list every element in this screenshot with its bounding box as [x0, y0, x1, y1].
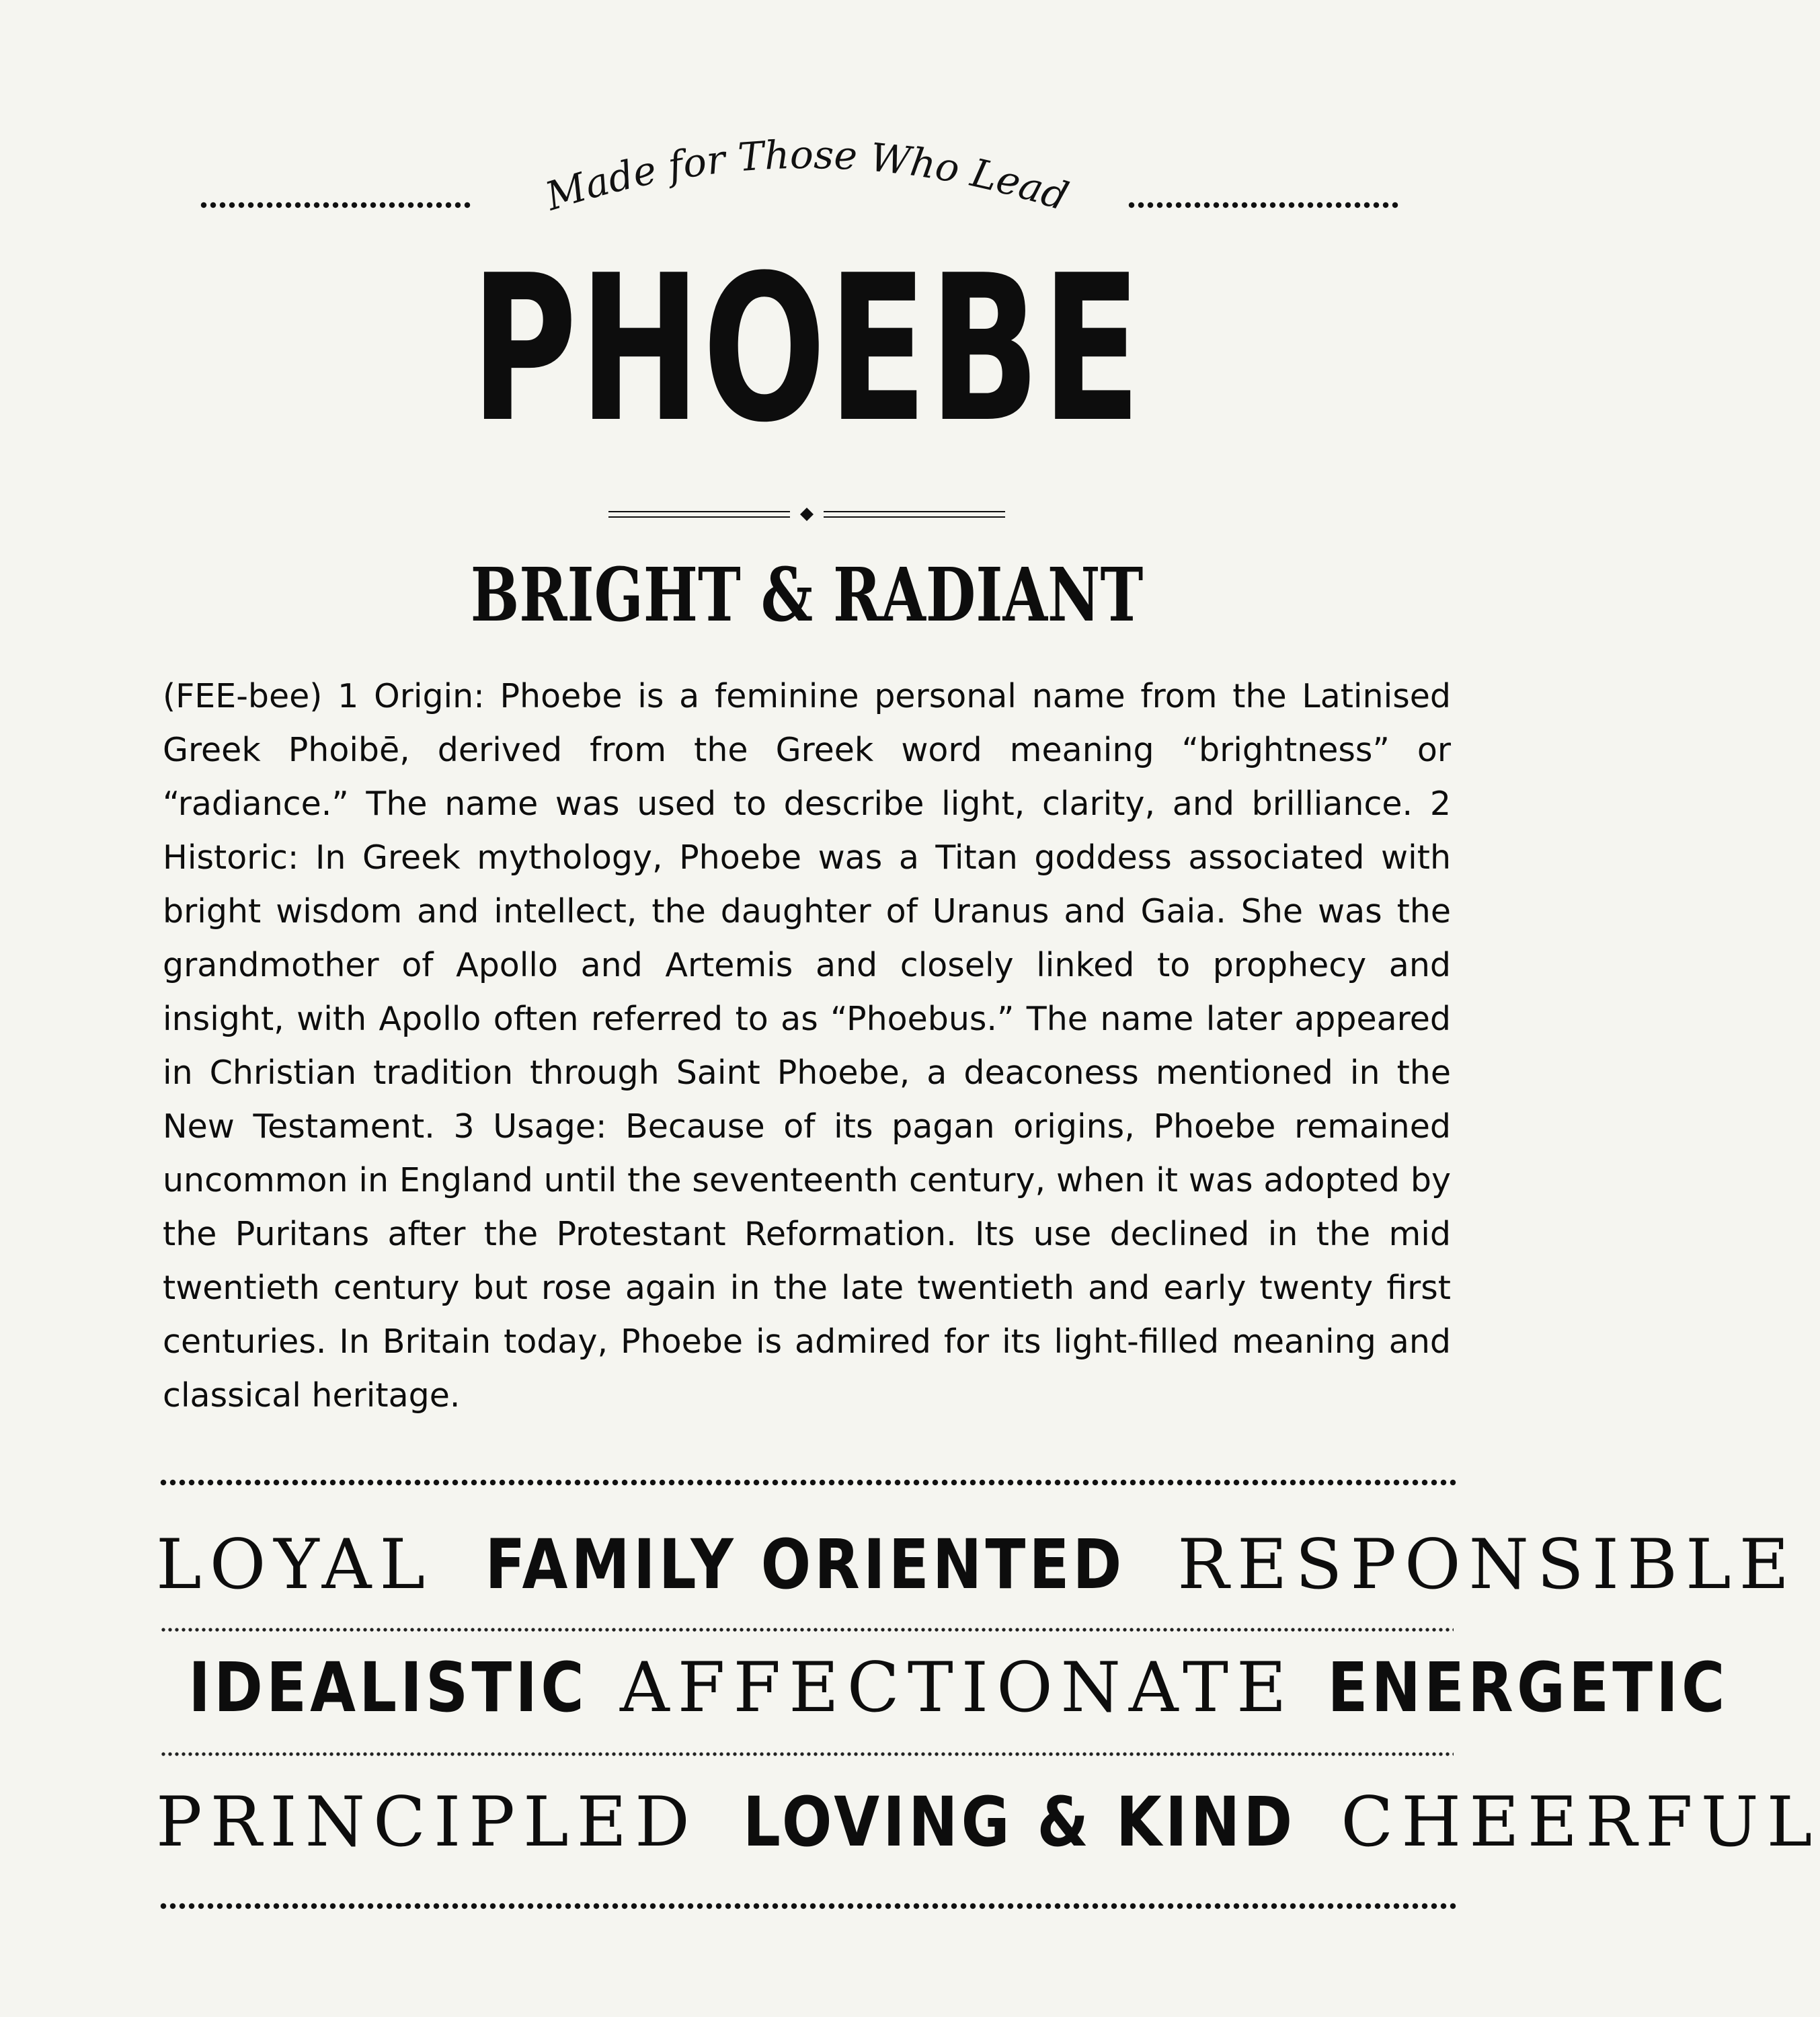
- name-meaning: BRIGHT & RADIANT: [470, 551, 1144, 638]
- trait: RESPONSIBLE: [1177, 1525, 1798, 1605]
- traits-row-3: [156, 1782, 1820, 1863]
- tagline-text: Made for Those Who Lead: [540, 131, 1074, 220]
- trait: FAMILY ORIENTED: [485, 1525, 1125, 1605]
- trait: LOVING & KIND: [742, 1782, 1296, 1862]
- traits-divider-2: [160, 1752, 1454, 1756]
- traits-row-2: [156, 1648, 1729, 1729]
- diamond-icon: [800, 508, 814, 521]
- trait: AFFECTIONATE: [620, 1648, 1295, 1728]
- ornament-divider: [608, 504, 1005, 524]
- traits-row-1: [156, 1525, 1798, 1606]
- traits-divider-1: [160, 1628, 1454, 1632]
- name-title: PHOEBE: [471, 232, 1143, 467]
- name-description: (FEE-bee) 1 Origin: Phoebe is a feminine personal name from the Latinised Greek Phoibē, derived from the Greek word meaning “brightness” or “radiance.” The name was used to describe light, clarity, and brilliance. 2 Historic: In Greek mythology, Phoebe was a Titan goddess associated with bright wisdom and intellect, the daughter of Uranus and Gaia. She was the grandmother of Apollo and Artemis and closely linked to prophecy and insight, with Apollo often referred to as “Phoebus.” The name later appeared in Christian tradition through Saint Phoebe, a deaconess mentioned in the New Testament. 3 Usage: Because of its pagan origins, Phoebe remained uncommon in England until the seventeenth century, when it was adopted by the Puritans after the Protestant Reformation. Its use declined in the mid twentieth century but rose again in the late twentieth and early twenty first centuries. In Britain today, Phoebe is admired for its light-filled meaning and classical heritage.: [163, 677, 1451, 1415]
- header-dots-right: [1127, 202, 1401, 208]
- trait: ENERGETIC: [1327, 1648, 1729, 1728]
- trait: PRINCIPLED: [156, 1782, 698, 1862]
- trait: CHEERFUL: [1341, 1782, 1820, 1862]
- tagline: [511, 114, 1103, 235]
- traits-dots-bottom: [159, 1903, 1459, 1909]
- svg-text:Made for Those Who Lead: [540, 132, 1074, 220]
- trait: LOYAL: [156, 1525, 434, 1605]
- traits-dots-top: [159, 1479, 1459, 1486]
- header-dots-left: [199, 202, 473, 208]
- trait: IDEALISTIC: [188, 1648, 588, 1728]
